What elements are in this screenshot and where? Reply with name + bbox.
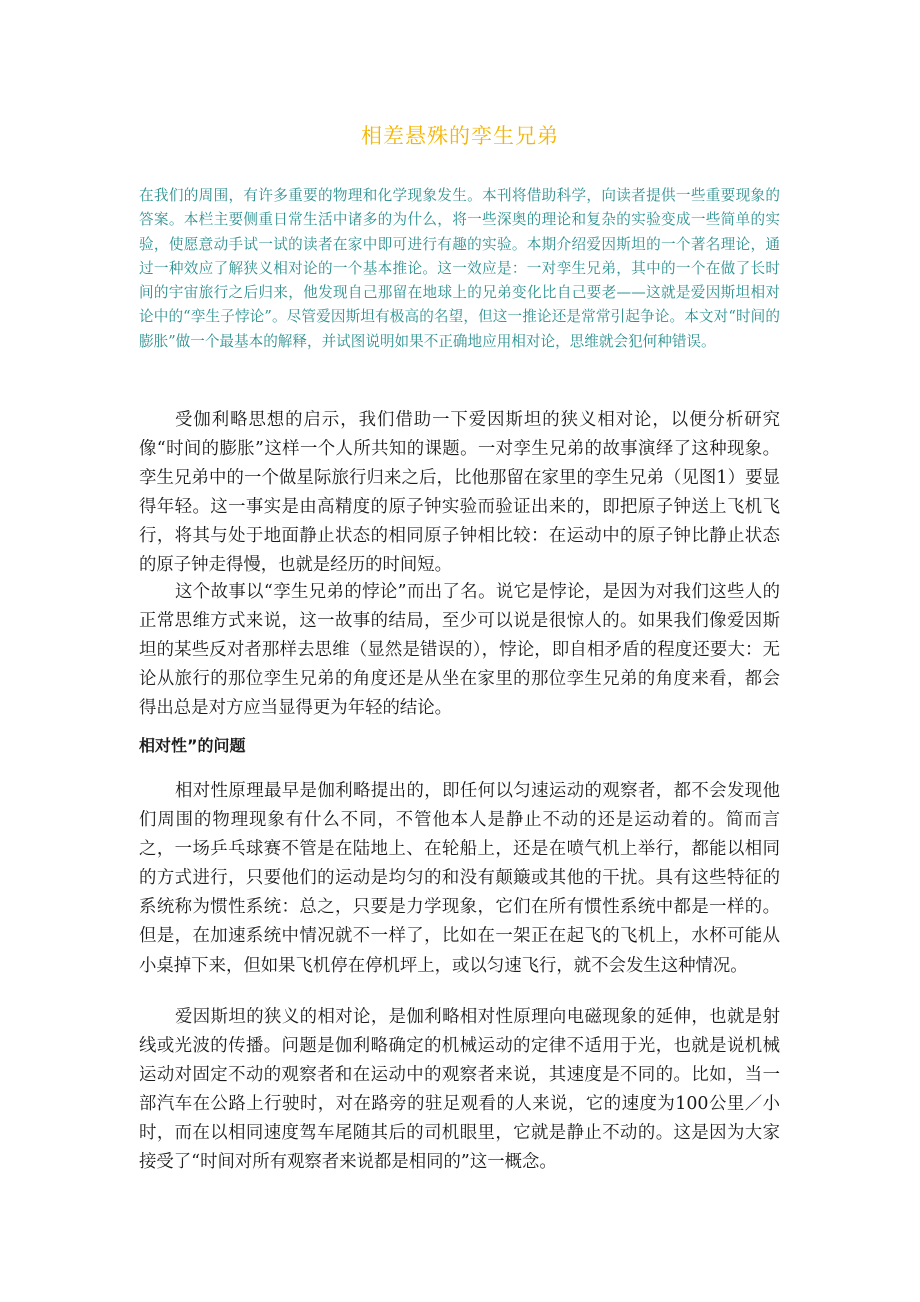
- intro-paragraph: 在我们的周围，有许多重要的物理和化学现象发生。本刊将借助科学，向读者提供一些重要现象的答案。本栏主要侧重日常生活中诸多的为什么，将一些深奥的理论和复杂的实验变成一些简单的实验，使愿意动手试一试的读者在家中即可进行有趣的实验。本期介绍爱因斯坦的一个著名理论，通过一种效应了解狭义相对论的一个基本推论。这一效应是：一对孪生兄弟，其中的一个在做了长时间的宇宙旅行之后归来，他发现自己那留在地球上的兄弟变化比自己要老——这就是爱因斯坦相对论中的“孪生子悖论”。尽管爱因斯坦有极高的名望，但这一推论还是常常引起争论。本文对“时间的膨胀”做一个最基本的解释，并试图说明如果不正确地应用相对论，思维就会犯何种错误。: [139, 187, 780, 350]
- article-title: 相差悬殊的孪生兄弟: [361, 124, 559, 148]
- section-heading: 相对性”的问题: [139, 736, 246, 755]
- body-paragraph-1: 受伽利略思想的启示，我们借助一下爱因斯坦的狭义相对论，以便分析研究像“时间的膨胀”这样一个人所共知的课题。一对孪生兄弟的故事演绎了这种现象。孪生兄弟中的一个做星际旅行归来之后，比他那留在家里的孪生兄弟（见图1）要显得年轻。这一事实是由高精度的原子钟实验而验证出来的，即把原子钟送上飞机飞行，将其与处于地面静止状态的相同原子钟相比较：在运动中的原子钟比静止状态的原子钟走得慢，也就是经历的时间短。: [139, 410, 780, 576]
- body-paragraph-2: 这个故事以“孪生兄弟的悖论”而出了名。说它是悖论，是因为对我们这些人的正常思维方式来说，这一故事的结局，至少可以说是很惊人的。如果我们像爱因斯坦的某些反对者那样去思维（显然是错误的），悖论，即自相矛盾的程度还要大：无论从旅行的那位孪生兄弟的角度还是从坐在家里的那位孪生兄弟的角度来看，都会得出总是对方应当显得更为年轻的结论。: [139, 582, 780, 719]
- body-paragraph-3: 相对性原理最早是伽利略提出的，即任何以匀速运动的观察者，都不会发现他们周围的物理现象有什么不同，不管他本人是静止不动的还是运动着的。简而言之，一场乒乓球赛不管是在陆地上、在轮船上，还是在喷气机上举行，都能以相同的方式进行，只要他们的运动是均匀的和没有颠簸或其他的干扰。具有这些特征的系统称为惯性系统：总之，只要是力学现象，它们在所有惯性系统中都是一样的。但是，在加速系统中情况就不一样了，比如在一架正在起飞的飞机上，水杯可能从小桌掉下来，但如果飞机停在停机坪上，或以匀速飞行，就不会发生这种情况。: [139, 781, 780, 976]
- body-paragraph-4: 爱因斯坦的狭义的相对论，是伽利略相对性原理向电磁现象的延伸，也就是射线或光波的传播。问题是伽利略确定的机械运动的定律不适用于光，也就是说机械运动对固定不动的观察者和在运动中的观察者来说，其速度是不同的。比如，当一部汽车在公路上行驶时，对在路旁的驻足观看的人来说，它的速度为100公里／小时，而在以相同速度驾车尾随其后的司机眼里，它就是静止不动的。这是因为大家接受了“时间对所有观察者来说都是相同的”这一概念。: [139, 1007, 780, 1173]
